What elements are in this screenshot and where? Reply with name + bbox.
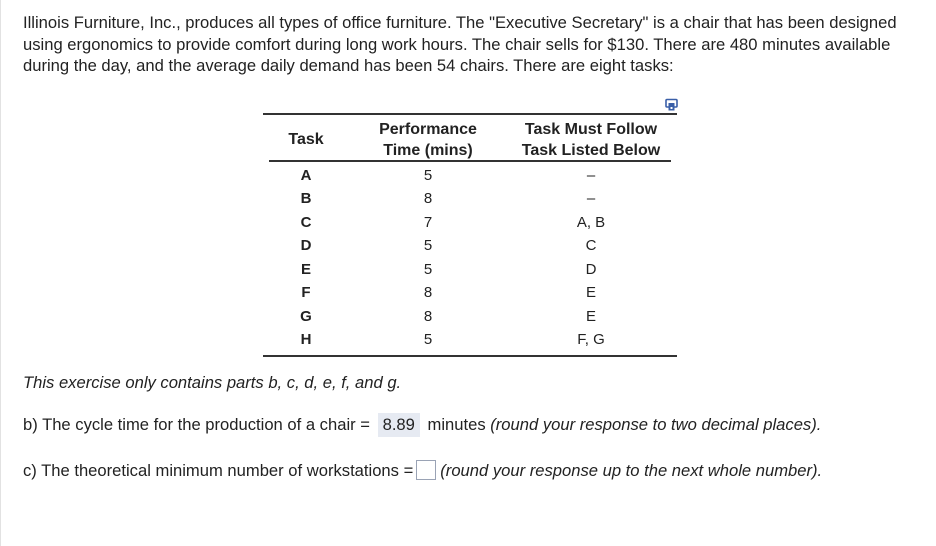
header-follow-line2: Task Listed Below: [521, 142, 661, 159]
cell-task: B: [300, 190, 312, 207]
table-row: [263, 305, 677, 329]
cell-task: E: [300, 260, 311, 278]
part-c-answer-input[interactable]: [416, 460, 436, 480]
cell-time: 5: [423, 166, 433, 184]
table-row: [263, 328, 677, 352]
task-precedence-table: [263, 113, 677, 357]
part-b-answer[interactable]: 8.89: [378, 413, 420, 437]
cell-time: 5: [423, 260, 433, 278]
header-task-must-follow: [507, 119, 675, 161]
cell-time: 8: [423, 190, 433, 207]
cell-time: 8: [423, 307, 433, 325]
header-performance-time: [363, 119, 493, 161]
cell-follows: –: [586, 166, 596, 184]
part-c-hint: (round your response up to the next whole number).: [440, 461, 823, 480]
cell-task: D: [300, 237, 312, 254]
cell-time: 7: [423, 213, 433, 231]
table-body: [263, 162, 677, 355]
header-task: Task: [288, 131, 324, 148]
cell-task: A: [300, 166, 312, 184]
copy-to-clipboard-icon[interactable]: [665, 98, 679, 112]
cell-task: H: [300, 331, 312, 348]
part-c-prefix: c) The theoretical minimum number of workstations =: [23, 461, 414, 480]
cell-task: F: [301, 284, 311, 301]
table-row: [263, 258, 677, 282]
part-b-hint: (round your response to two decimal places).: [490, 415, 822, 434]
part-b-unit: minutes: [427, 415, 486, 434]
exercise-note: This exercise only contains parts b, c, d, e, f, and g.: [23, 373, 402, 392]
table-bottom-rule: [263, 355, 677, 357]
header-follow-line1: Task Must Follow: [524, 121, 658, 138]
part-b-prefix: b) The cycle time for the production of a chair =: [23, 415, 370, 434]
cell-follows: –: [586, 190, 596, 207]
cell-task: C: [300, 213, 312, 231]
cell-follows: A, B: [576, 213, 606, 231]
header-performance-line1: Performance: [379, 121, 477, 138]
cell-time: 8: [423, 284, 433, 301]
table-row: [263, 234, 677, 258]
table-row: [263, 211, 677, 235]
table-row: [263, 281, 677, 305]
header-performance-line2: Time (mins): [383, 142, 473, 159]
cell-time: 5: [423, 237, 433, 254]
cell-time: 5: [423, 331, 433, 348]
table-header: [263, 115, 677, 160]
part-b-question: [23, 413, 821, 437]
problem-statement: Illinois Furniture, Inc., produces all types of office furniture. The "Executive Secretary" is a chair that has been designed using ergonomics to provide comfort during long work hours. The chair sells for $130. There are 480 minutes available during the day, and the average daily demand has been 54 chairs. There are eight tasks:: [23, 13, 897, 75]
cell-follows: C: [585, 237, 597, 254]
table-row: [263, 164, 677, 188]
cell-follows: E: [585, 284, 596, 301]
cell-follows: E: [585, 307, 596, 325]
cell-follows: F, G: [577, 331, 605, 348]
cell-follows: D: [585, 260, 597, 278]
cell-task: G: [300, 307, 312, 325]
table-row: [263, 187, 677, 211]
part-c-question: [23, 459, 822, 483]
